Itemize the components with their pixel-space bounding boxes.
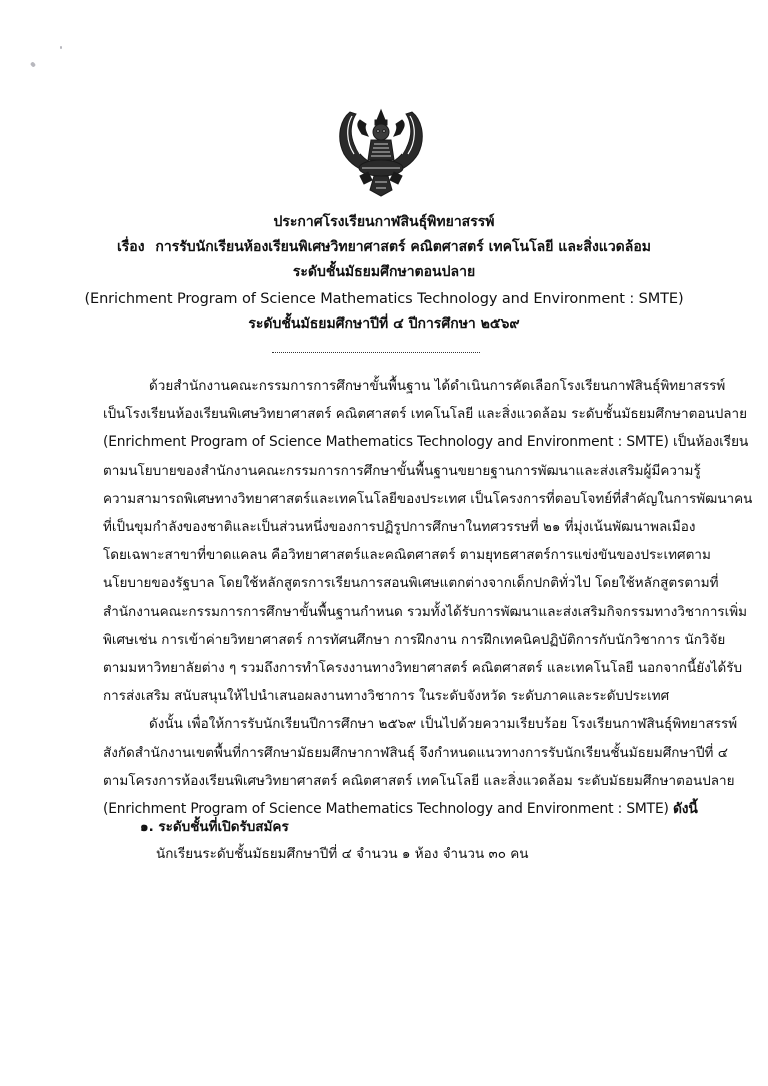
paragraph1-line: สำนักงานคณะกรรมการการศึกษาขั้นพื้นฐานกำหนด รวมทั้งได้รับการพัฒนาและส่งเสริมกิจกรรมทางวิชาการเพิ่ม [103, 603, 748, 620]
paragraph1-line: ที่เป็นขุมกำลังของชาติและเป็นส่วนหนึ่งของการปฏิรูปการศึกษาในทศวรรษที่ ๒๑ ที่มุ่งเน้นพัฒนาพลเมือง [103, 519, 696, 536]
header-separator-dots [272, 352, 480, 353]
paragraph1-line: ตามนโยบายของสำนักงานคณะกรรมการการศึกษาขั้นพื้นฐานขยายฐานการพัฒนาและส่งเสริมผู้มีความรู้ [103, 462, 701, 479]
scan-speck [60, 46, 62, 49]
paragraph1-line: นโยบายของรัฐบาล โดยใช้หลักสูตรการเรียนการสอนพิเศษแตกต่างจากเด็กปกติทั่วไป โดยใช้หลักสูตรตามที่ [103, 575, 719, 592]
announcement-subject-line [0, 235, 768, 260]
paragraph2-bold-tail: ดังนี้ [673, 801, 698, 818]
paragraph2-last-text: (Enrichment Program of Science Mathematics Technology and Environment : SMTE) [103, 801, 673, 818]
program-english-name: (Enrichment Program of Science Mathematics Technology and Environment : SMTE) [84, 291, 684, 307]
paragraph1-line: เป็นโรงเรียนห้องเรียนพิเศษวิทยาศาสตร์ คณิตศาสตร์ เทคโนโลยี และสิ่งแวดล้อม ระดับชั้นมัธยมศึกษาตอนปลาย [103, 406, 748, 423]
section-1 [140, 814, 528, 868]
announcement-title: ประกาศโรงเรียนกาฬสินธุ์พิทยาสรรพ์ [273, 214, 495, 230]
paragraph1-line: (Enrichment Program of Science Mathematics Technology and Environment : SMTE) เป็นห้องเรียน [103, 434, 749, 451]
section-1-body: นักเรียนระดับชั้นมัธยมศึกษาปีที่ ๔ จำนวน ๑ ห้อง จำนวน ๓๐ คน [156, 846, 529, 862]
paragraph1-line: การส่งเสริม สนับสนุนให้ไปนำเสนอผลงานทางวิชาการ ในระดับจังหวัด ระดับภาคและระดับประเทศ [103, 688, 670, 705]
paragraph1-line: ด้วยสำนักงานคณะกรรมการการศึกษาขั้นพื้นฐาน ได้ดำเนินการคัดเลือกโรงเรียนกาฬสินธุ์พิทยาสรรพ์ [149, 378, 726, 394]
subject-level: ระดับชั้นมัธยมศึกษาตอนปลาย [292, 264, 476, 280]
paragraph1-line: ความสามารถพิเศษทางวิทยาศาสตร์และเทคโนโลยีของประเทศ เป็นโครงการที่ตอบโจทย์ที่สำคัญในการพัฒนาคน [103, 490, 753, 507]
subject-text: การรับนักเรียนห้องเรียนพิเศษวิทยาศาสตร์ คณิตศาสตร์ เทคโนโลยี และสิ่งแวดล้อม [155, 239, 651, 255]
paragraph1-line: พิเศษเช่น การเข้าค่ายวิทยาศาสตร์ การทัศนศึกษา การฝึกงาน การฝึกเทคนิคปฏิบัติการกับนักวิชาการ นักวิจัย [103, 631, 726, 648]
paragraph1-line: โดยเฉพาะสาขาที่ขาดแคลน คือวิทยาศาสตร์และคณิตศาสตร์ ตามยุทธศาสตร์การแข่งขันของประเทศตาม [103, 547, 711, 564]
scan-speck [30, 61, 36, 67]
level-academic-year: ระดับชั้นมัธยมศึกษาปีที่ ๔ ปีการศึกษา ๒๕๖๙ [248, 316, 520, 332]
subject-label: เรื่อง [116, 239, 145, 255]
paragraph2-line: ดังนั้น เพื่อให้การรับนักเรียนปีการศึกษา ๒๕๖๙ เป็นไปด้วยความเรียบร้อย โรงเรียนกาฬสินธุ์พิทยาสรรพ์ [149, 716, 738, 733]
garuda-emblem-icon [322, 98, 440, 198]
announcement-body [103, 372, 753, 823]
paragraph2-line: สังกัดสำนักงานเขตพื้นที่การศึกษามัธยมศึกษากาฬสินธุ์ จึงกำหนดแนวทางการรับนักเรียนชั้นมัธยมศึกษาปีที่ ๔ [103, 744, 728, 761]
paragraph1-line: ตามมหาวิทยาลัยต่าง ๆ รวมถึงการทำโครงงานทางวิทยาศาสตร์ คณิตศาสตร์ และเทคโนโลยี นอกจากนี้ยังได้รับ [103, 660, 743, 677]
section-1-title: ๑. ระดับชั้นที่เปิดรับสมัคร [140, 819, 289, 835]
paragraph2-line: ตามโครงการห้องเรียนพิเศษวิทยาศาสตร์ คณิตศาสตร์ เทคโนโลยี และสิ่งแวดล้อม ระดับมัธยมศึกษาตอนปลาย [103, 772, 735, 789]
announcement-header [0, 210, 768, 337]
